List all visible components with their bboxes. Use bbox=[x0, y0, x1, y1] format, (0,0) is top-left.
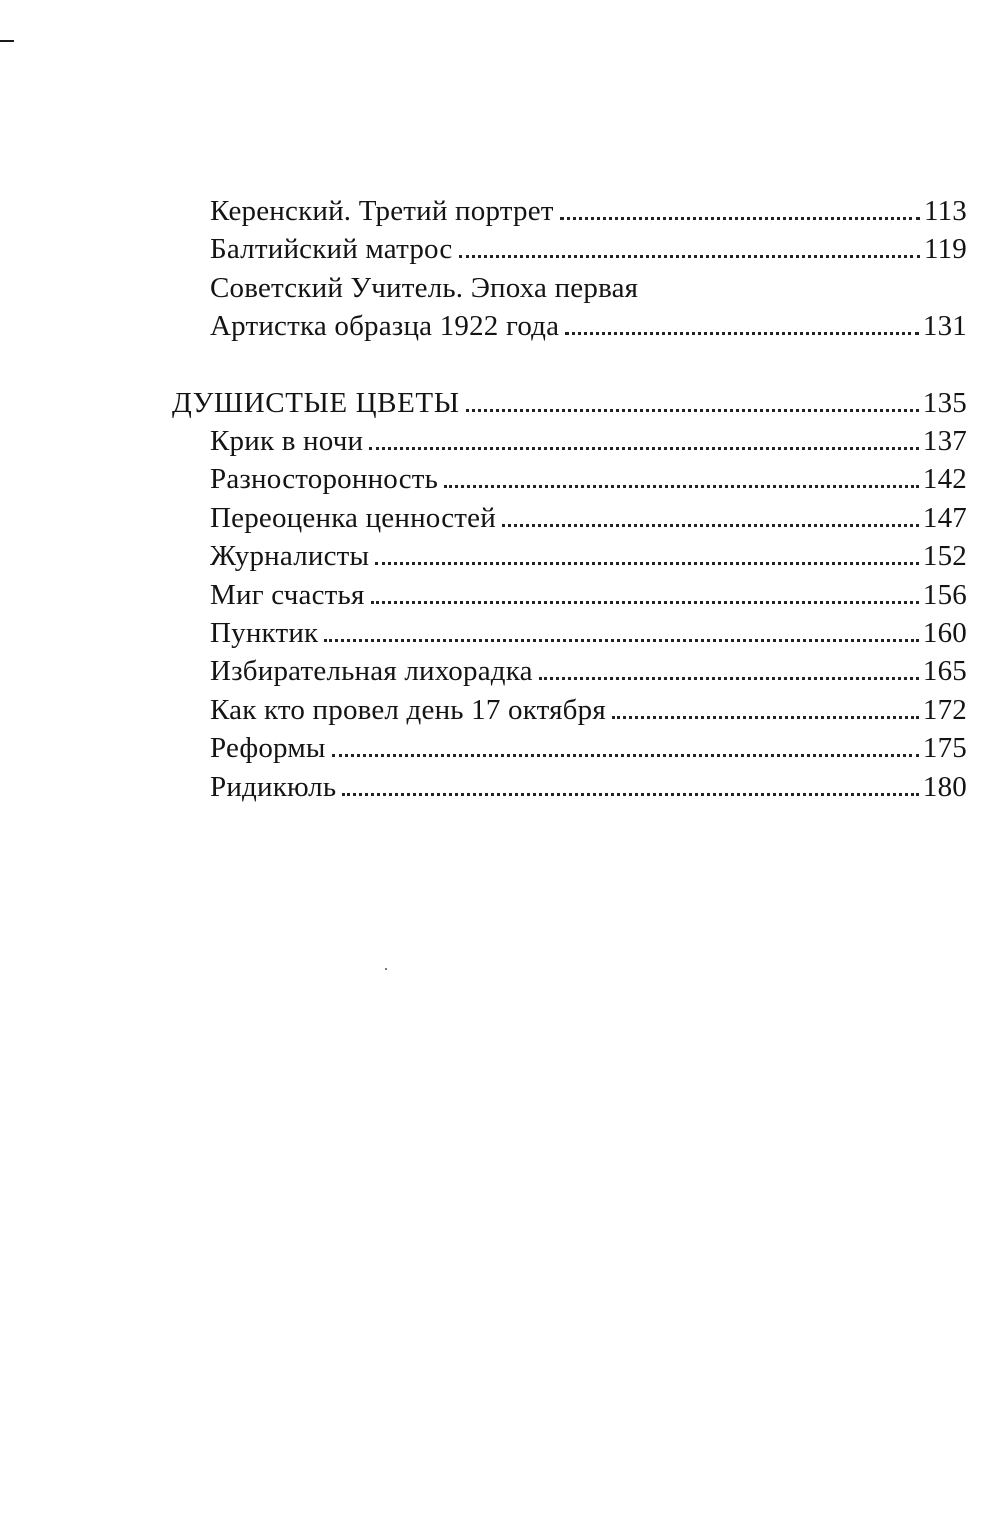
toc-entry-title: Журналисты bbox=[210, 540, 370, 572]
toc-entry-page: 119 bbox=[923, 233, 967, 265]
dot-leader bbox=[459, 255, 920, 258]
toc-entry-title: Балтийский матрос bbox=[210, 233, 453, 265]
toc-entry-page: 137 bbox=[922, 425, 967, 457]
toc-entry-title: Артистка образца 1922 года bbox=[210, 310, 560, 342]
toc-entry-title: Как кто провел день 17 октября bbox=[210, 694, 606, 726]
dot-leader bbox=[539, 677, 919, 680]
toc-entry-page: 165 bbox=[922, 655, 967, 687]
toc-entry bbox=[210, 499, 967, 537]
toc-entry-page: 160 bbox=[922, 617, 967, 649]
toc-entry bbox=[210, 460, 967, 498]
dot-leader bbox=[375, 562, 919, 565]
toc-entry-title: Советский Учитель. Эпоха первая bbox=[210, 272, 639, 304]
paper-speck bbox=[385, 968, 387, 970]
toc-entry-title: Миг счастья bbox=[210, 579, 365, 611]
dot-leader bbox=[612, 716, 919, 719]
toc-section-title: ДУШИСТЫЕ ЦВЕТЫ bbox=[172, 387, 460, 419]
toc-entry-page: 147 bbox=[922, 502, 967, 534]
toc-entry bbox=[210, 307, 967, 345]
toc-entry bbox=[210, 652, 967, 690]
toc-entry bbox=[210, 614, 967, 652]
toc-entry-page: 152 bbox=[922, 540, 967, 572]
toc-entry-title: Разносторонность bbox=[210, 463, 439, 495]
toc-entry bbox=[210, 537, 967, 575]
toc-entry-title: Ридикюль bbox=[210, 771, 337, 803]
toc-entry-page: 172 bbox=[922, 694, 967, 726]
toc-section-heading bbox=[172, 384, 967, 422]
toc-entry bbox=[210, 729, 967, 767]
toc-entry-page: 175 bbox=[922, 732, 967, 764]
toc-entry-page: 135 bbox=[922, 387, 967, 419]
toc-entry bbox=[210, 192, 967, 230]
toc-entry-title: Реформы bbox=[210, 732, 326, 764]
dot-leader bbox=[332, 754, 919, 757]
toc-entry-title: Переоценка ценностей bbox=[210, 502, 496, 534]
dot-leader bbox=[324, 639, 919, 642]
toc-entry bbox=[210, 576, 967, 614]
toc-entry-page: 113 bbox=[923, 195, 967, 227]
toc-entry-page: 156 bbox=[922, 579, 967, 611]
toc-entry-title: Керенский. Третий портрет bbox=[210, 195, 554, 227]
toc-entry-page: 180 bbox=[922, 771, 967, 803]
toc-entry-title: Избирательная лихорадка bbox=[210, 655, 533, 687]
toc-entry-title: Крик в ночи bbox=[210, 425, 364, 457]
toc-entry-title: Пунктик bbox=[210, 617, 319, 649]
dot-leader bbox=[560, 217, 920, 220]
dot-leader bbox=[466, 409, 919, 412]
toc-entry bbox=[210, 422, 967, 460]
toc-entry bbox=[210, 691, 967, 729]
toc-entry bbox=[210, 269, 967, 307]
toc-entry bbox=[210, 230, 967, 268]
dot-leader bbox=[371, 601, 919, 604]
dot-leader bbox=[342, 793, 919, 796]
toc-entry-page: 142 bbox=[922, 463, 967, 495]
dot-leader bbox=[369, 447, 919, 450]
dot-leader bbox=[565, 332, 919, 335]
toc-entry-page: 131 bbox=[922, 310, 967, 342]
dot-leader bbox=[502, 524, 919, 527]
dot-leader bbox=[444, 485, 919, 488]
crop-mark bbox=[0, 40, 14, 42]
toc-entry bbox=[210, 768, 967, 806]
